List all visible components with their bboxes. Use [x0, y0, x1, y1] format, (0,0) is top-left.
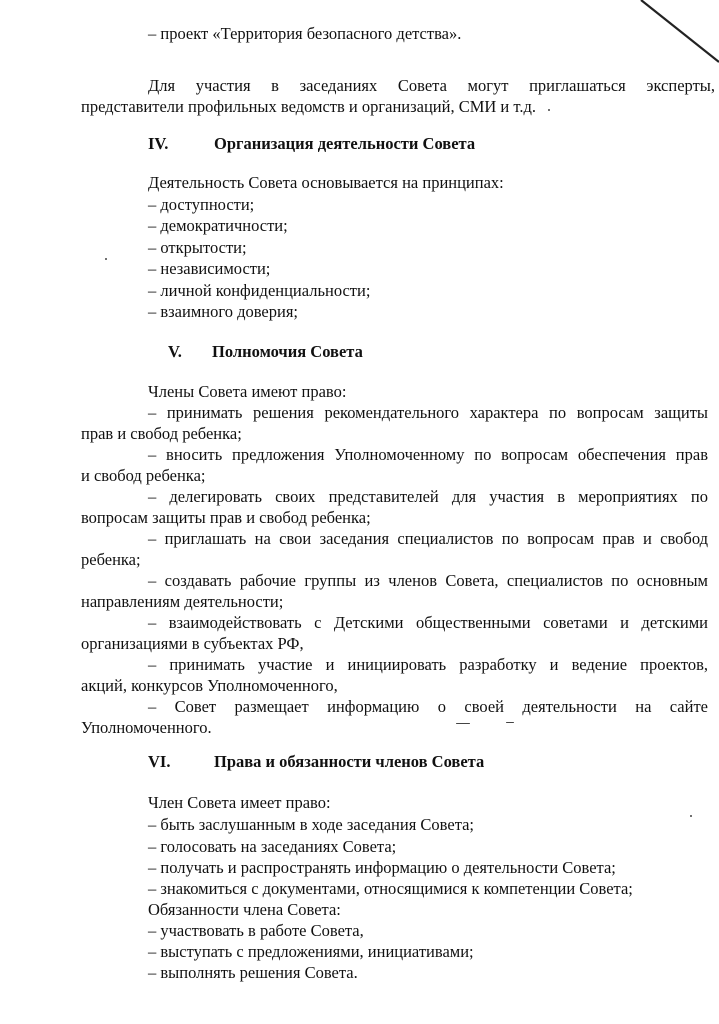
paragraph-line: прав и свобод ребенка;	[81, 424, 242, 443]
paragraph-line: и свобод ребенка;	[81, 466, 206, 485]
paragraph-line: – приглашать на свои заседания специалистов по вопросам прав и свобод	[148, 529, 708, 548]
section-title: Полномочия Совета	[212, 342, 363, 361]
paragraph-line: Уполномоченного.	[81, 718, 212, 737]
paragraph-line: ребенка;	[81, 550, 141, 569]
list-item: – выполнять решения Совета.	[148, 963, 358, 982]
list-item: – независимости;	[148, 259, 271, 278]
scan-speck	[456, 723, 470, 724]
section-number: VI.	[148, 752, 171, 771]
section-title: Организация деятельности Совета	[214, 134, 476, 153]
paragraph-line: – создавать рабочие группы из членов Совета, специалистов по основным	[148, 571, 708, 590]
paragraph-line: – принимать решения рекомендательного характера по вопросам защиты	[148, 403, 708, 422]
paragraph-line: – делегировать своих представителей для участия в мероприятиях по	[148, 487, 708, 506]
scan-speck	[506, 722, 514, 723]
section-lead: Члены Совета имеют право:	[148, 382, 347, 401]
list-item: – знакомиться с документами, относящимися к компетенции Совета;	[148, 879, 633, 898]
list-item: – доступности;	[148, 195, 255, 214]
paragraph-line: – принимать участие и инициировать разработку и ведение проектов,	[148, 655, 708, 674]
paragraph-line: акций, конкурсов Уполномоченного,	[81, 676, 338, 695]
list-item: – открытости;	[148, 238, 247, 257]
section-lead: Член Совета имеет право:	[148, 793, 331, 812]
list-item: – демократичности;	[148, 216, 288, 235]
paragraph-line: вопросам защиты прав и свобод ребенка;	[81, 508, 371, 527]
section-lead: Деятельность Совета основывается на принципах:	[148, 173, 504, 192]
list-item: – получать и распространять информацию о деятельности Совета;	[148, 858, 616, 877]
scan-artifact-line	[639, 0, 719, 80]
paragraph-line: – Совет размещает информацию о своей деятельности на сайте	[148, 697, 708, 716]
paragraph-line: направлениям деятельности;	[81, 592, 284, 611]
scan-speck	[105, 258, 107, 260]
section-number: V.	[168, 342, 182, 361]
list-item: – проект «Территория безопасного детства».	[148, 24, 462, 43]
paragraph-line: Для участия в заседаниях Совета могут приглашаться эксперты,	[148, 76, 715, 95]
paragraph-line: – вносить предложения Уполномоченному по вопросам обеспечения прав	[148, 445, 708, 464]
list-item: – взаимного доверия;	[148, 302, 299, 321]
paragraph-line: организациями в субъектах РФ,	[81, 634, 304, 653]
section-lead: Обязанности члена Совета:	[148, 900, 341, 919]
scan-speck	[690, 815, 692, 817]
section-title: Права и обязанности членов Совета	[214, 752, 485, 771]
list-item: – выступать с предложениями, инициативами;	[148, 942, 474, 961]
section-number: IV.	[148, 134, 169, 153]
paragraph-line: представители профильных ведомств и организаций, СМИ и т.д.	[81, 97, 536, 116]
list-item: – участвовать в работе Совета,	[148, 921, 364, 940]
list-item: – личной конфиденциальности;	[148, 281, 371, 300]
scan-speck	[548, 109, 550, 111]
list-item: – быть заслушанным в ходе заседания Совета;	[148, 815, 475, 834]
list-item: – голосовать на заседаниях Совета;	[148, 837, 397, 856]
paragraph-line: – взаимодействовать с Детскими общественными советами и детскими	[148, 613, 708, 632]
